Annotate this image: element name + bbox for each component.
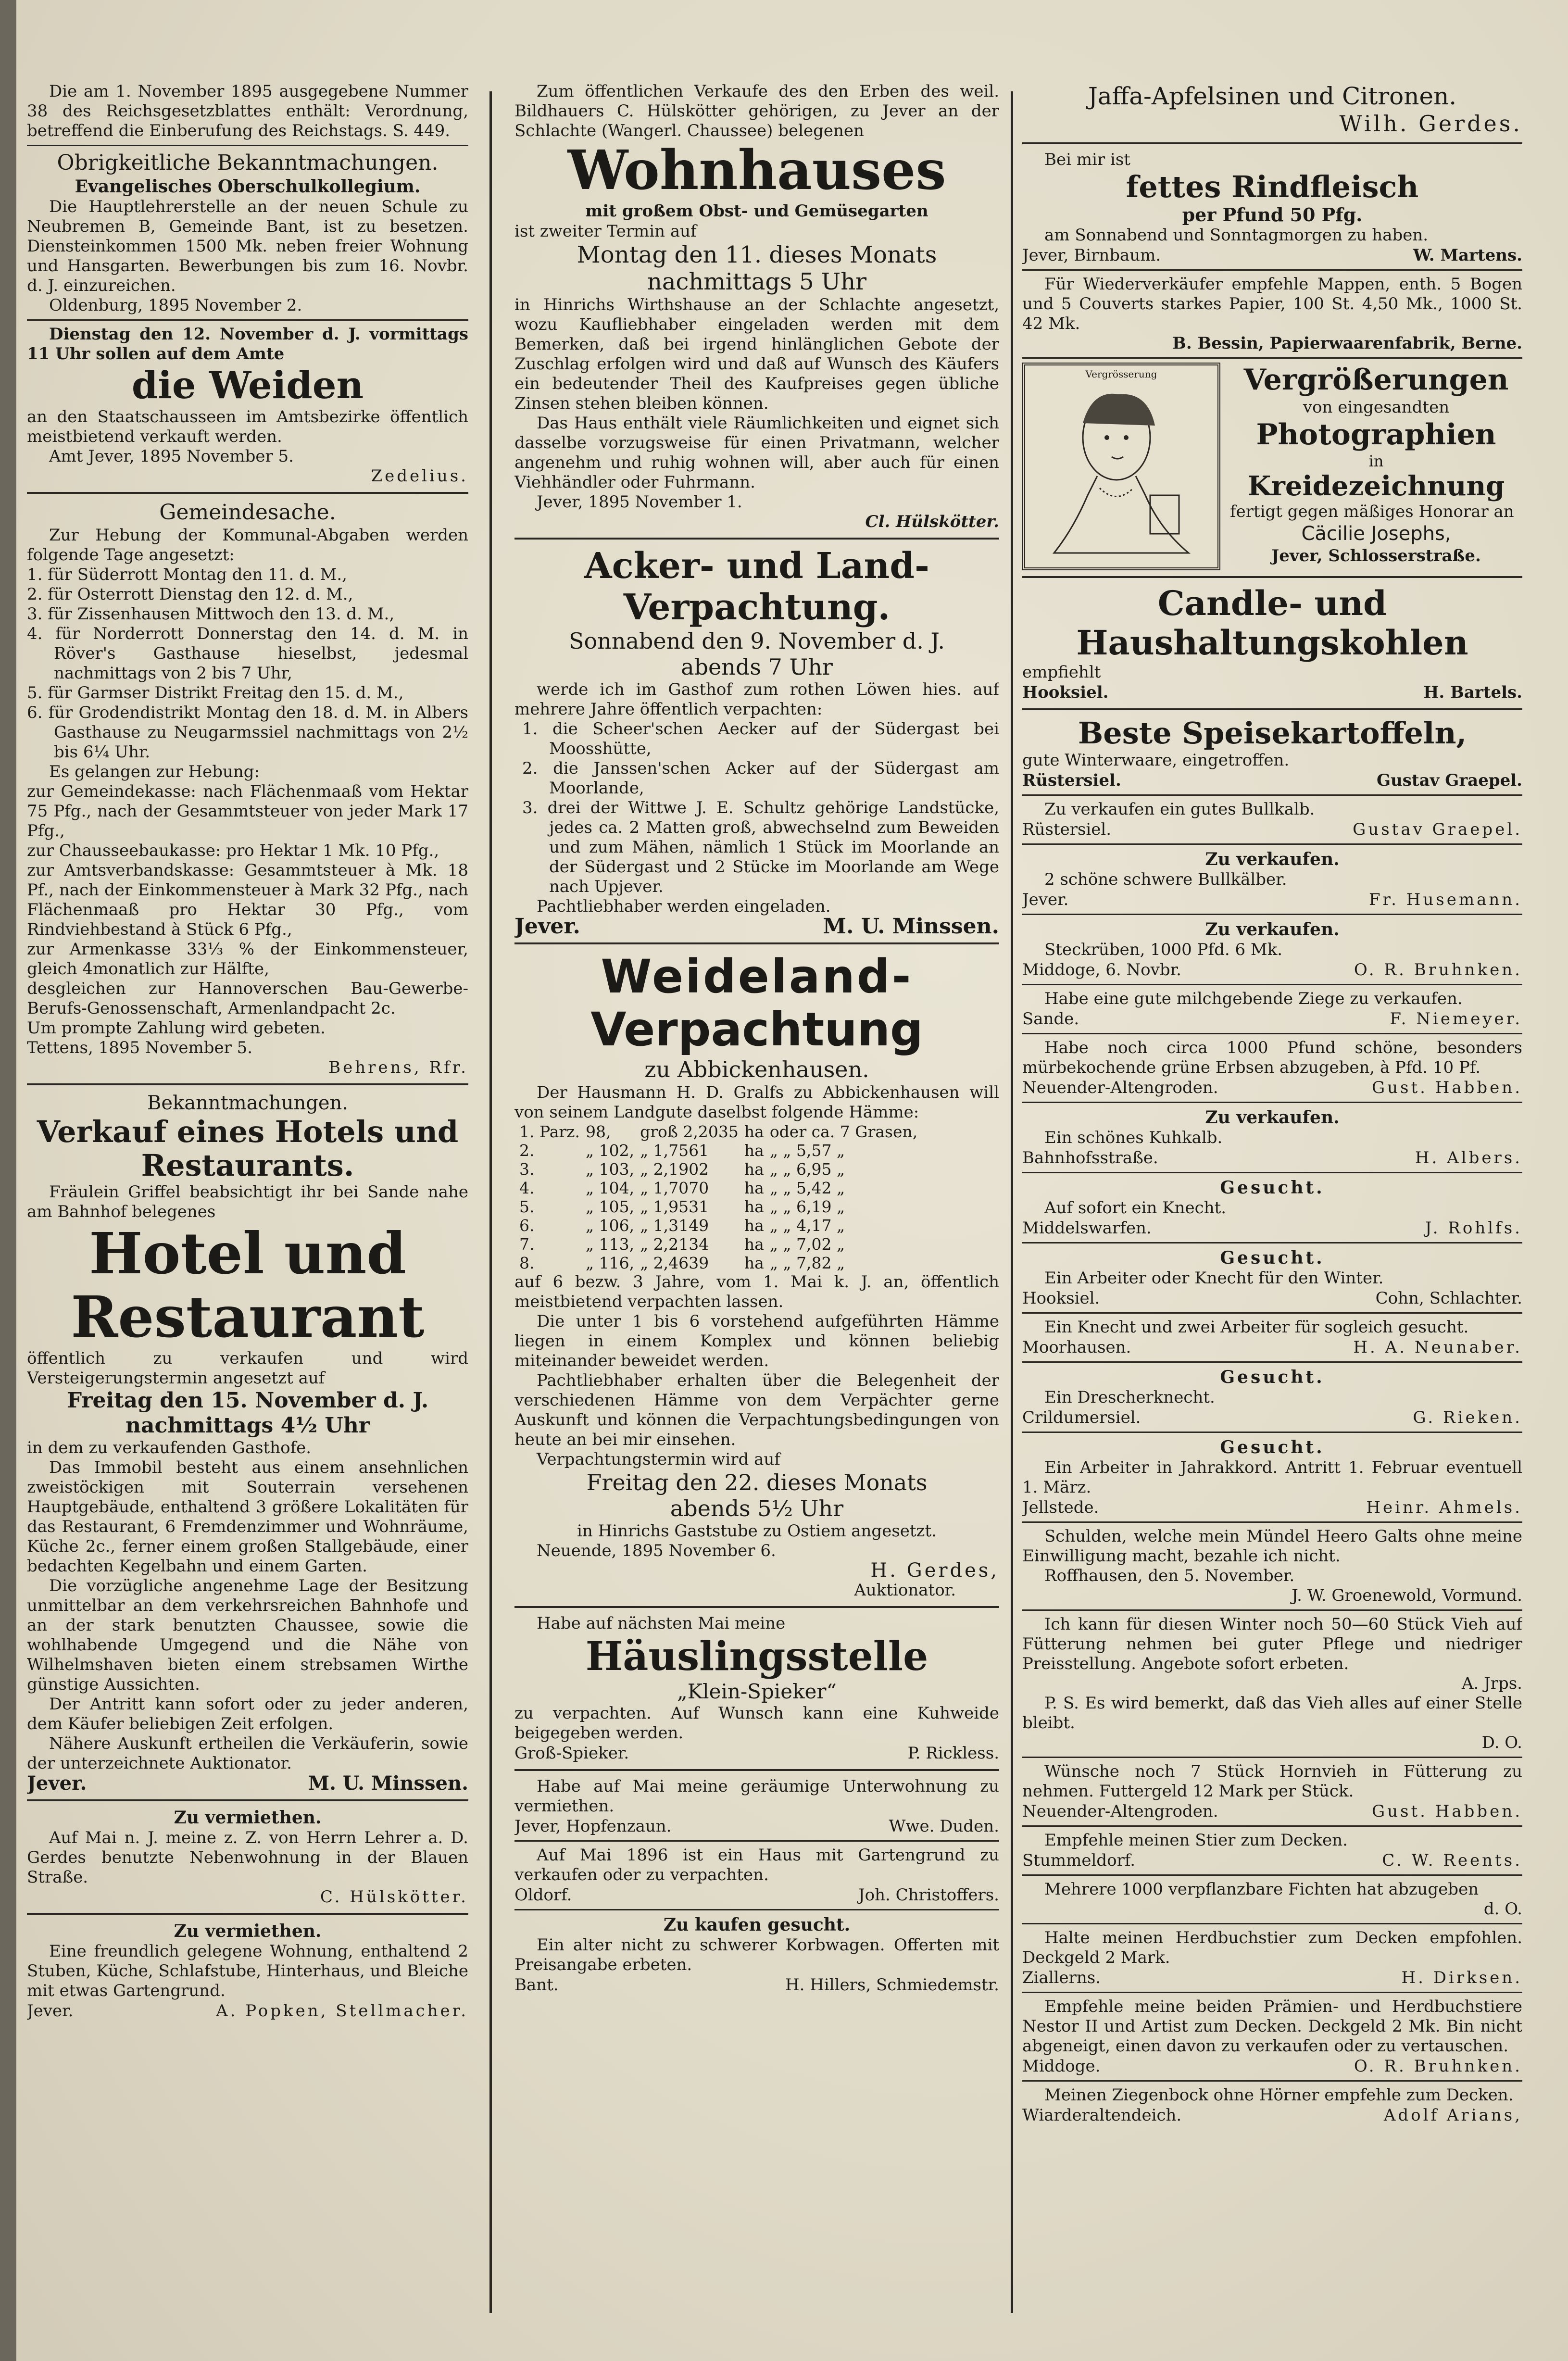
kauf-sig: H. Hillers, Schmiedemstr. — [785, 1975, 999, 1995]
stier-text: Empfehle meinen Stier zum Decken. — [1044, 1831, 1348, 1850]
verm2-signature — [27, 2001, 468, 2021]
list-item: 2. die Janssen'schen Acker auf der Südergast am Moorlande, — [522, 759, 999, 798]
table-cell: ha — [744, 1254, 764, 1272]
table-cell: ha — [744, 1160, 764, 1179]
kart-place: Rüstersiel. — [1022, 771, 1121, 790]
table-cell: 8. — [519, 1254, 535, 1272]
ges1-place: Middelswarfen. — [1022, 1218, 1152, 1238]
kohlen-sig: H. Bartels. — [1423, 683, 1522, 702]
verg-name: Cäcilie Josephs, — [1301, 523, 1451, 545]
ges5-place: Jellstede. — [1022, 1498, 1099, 1517]
kohlen-signature — [1022, 682, 1522, 703]
ges1-heading: Gesucht. — [1220, 1178, 1325, 1198]
ps-sig: D. O. — [1481, 1733, 1522, 1752]
wohn-text-1: in Hinrichs Wirthshause an der Schlachte angesetzt, wozu Kaufliebhaber eingeladen werden mit dem Bemerken, daß bei irgend hinlänglichen Gebote der Zuschlag erfolgen wird und daß auf Wunsch des Käufers ein bedeutender Theil des Kaufpreises gegen übliche Zinsen stehen bleiben können. — [514, 295, 999, 413]
table-cell: 6. — [519, 1216, 535, 1235]
hotel-text-5: Der Antritt kann sofort oder zu jeder anderen, dem Käufer beliebigen Zeit erfolgen. — [27, 1695, 468, 1733]
hotel-text-2: in dem zu verkaufenden Gasthofe. — [27, 1438, 312, 1457]
ges3-signature — [1022, 1337, 1522, 1357]
ges2-heading: Gesucht. — [1220, 1248, 1325, 1268]
horn-text: Wünsche noch 7 Stück Hornvieh in Fütterung zu nehmen. Futtergeld 12 Mark per Stück. — [1022, 1762, 1522, 1801]
ges2-place: Hooksiel. — [1022, 1289, 1100, 1308]
verm2-sig: A. Popken, Stellmacher. — [216, 2001, 468, 2021]
list-item: desgleichen zur Hannoverschen Bau-Gewerbe-Berufs-Genossenschaft, Armenlandpacht 2c. — [27, 979, 468, 1018]
verg-sub: von eingesandten — [1303, 398, 1450, 417]
weide-loc: in Hinrichs Gaststube zu Ostiem angesetzt. — [577, 1521, 937, 1541]
table-cell: oder ca. 7 Grasen, — [769, 1122, 918, 1141]
kohlen-place: Hooksiel. — [1022, 683, 1109, 702]
ziegenbock-sig: Adolf Arians, — [1383, 2106, 1522, 2125]
ges2-text: Ein Arbeiter oder Knecht für den Winter. — [1044, 1268, 1384, 1288]
wohn-sig: Cl. Hülskötter. — [865, 512, 999, 531]
table-cell: „ „ 5,57 „ — [769, 1141, 845, 1160]
oberschul-heading: Evangelisches Oberschulkollegium. — [75, 176, 421, 197]
kart-sig: Gustav Graepel. — [1377, 771, 1522, 790]
unter-signature — [514, 1816, 999, 1836]
table-cell: ha — [744, 1197, 764, 1216]
haus-text: zu verpachten. Auf Wunsch kann eine Kuhweide beigegeben werden. — [514, 1704, 999, 1743]
erbsen-text: Habe noch circa 1000 Pfund schöne, besonders mürbekochende grüne Erbsen abzugeben, à Pfd. 10 Pf. — [1022, 1038, 1522, 1077]
wohn-place: Jever, 1895 November 1. — [537, 492, 742, 512]
hotel-sig-place: Jever. — [27, 1772, 87, 1795]
verg-text: fertigt gegen mäßiges Honorar an — [1230, 502, 1514, 521]
list-item: 6. für Grodendistrikt Montag den 18. d. M. in Albers Gasthause zu Neugarmssiel nachmittags von 2½ bis 6¼ Uhr. — [27, 703, 468, 762]
weide-date-2: abends 5½ Uhr — [670, 1495, 844, 1521]
wohn-title: Wohnhauses — [567, 139, 946, 202]
photo-ad-text — [1230, 363, 1522, 570]
table-cell: „ „ 6,19 „ — [769, 1197, 845, 1216]
table-cell: „ 2,1902 — [640, 1160, 709, 1179]
verg-addr: Jever, Schlosserstraße. — [1271, 546, 1481, 565]
ziege-signature — [1022, 1009, 1522, 1029]
table-row — [519, 1141, 923, 1160]
ges1-text: Auf sofort ein Knecht. — [1044, 1198, 1227, 1218]
table-cell: ha — [744, 1235, 764, 1254]
erbsen-signature — [1022, 1078, 1522, 1098]
unter-sig: Wwe. Duden. — [889, 1817, 999, 1836]
table-cell: 98, — [586, 1122, 611, 1141]
ziege-place: Sande. — [1022, 1009, 1079, 1029]
mai-signature — [514, 1885, 999, 1905]
ziegenbock-signature — [1022, 2105, 1522, 2125]
mai-place: Oldorf. — [514, 1885, 572, 1905]
acker-end: Pachtliebhaber werden eingeladen. — [537, 897, 831, 916]
schuld-text: Schulden, welche mein Mündel Heero Galts ohne meine Einwilligung macht, bezahle ich nicht. — [1022, 1527, 1522, 1566]
kart-title: Beste Speisekartoffeln, — [1078, 716, 1467, 751]
hotel-intro: Fräulein Griffel beabsichtigt ihr bei Sande nahe am Bahnhof belegenes — [27, 1182, 468, 1221]
hotel-text-3: Das Immobil besteht aus einem ansehnlichen zweistöckigen mit Souterrain versehenen Hauptgebäude, enthaltend 3 größere Lokalitäten für das Restaurant, 6 Fremdenzimmer und Wohnräume, Küche 2c., ferner einem großen Stallgebäude, einer bedachten Kegelbahn und einem Garten. — [27, 1458, 468, 1576]
verk2-heading: Zu verkaufen. — [1205, 919, 1340, 940]
oberschul-sig: Oldenburg, 1895 November 2. — [49, 296, 302, 315]
table-cell: ha — [744, 1216, 764, 1235]
verk1-signature — [1022, 890, 1522, 910]
verk3-place: Bahnhofsstraße. — [1022, 1148, 1158, 1168]
page-edge — [0, 0, 16, 2361]
verm2-text: Eine freundlich gelegene Wohnung, enthaltend 2 Stuben, Küche, Schlafstube, Hinterhaus, und Bleiche mit etwas Gartengrund. — [27, 1942, 468, 2000]
ziege-text: Habe eine gute milchgebende Ziege zu verkaufen. — [1044, 989, 1463, 1008]
gemeinde-place: Tettens, 1895 November 5. — [27, 1038, 253, 1057]
table-cell: „ „ 7,02 „ — [769, 1235, 845, 1254]
table-cell: ha — [744, 1141, 764, 1160]
ges5-sig: Heinr. Ahmels. — [1366, 1498, 1522, 1517]
ges4-heading: Gesucht. — [1220, 1367, 1325, 1387]
list-item: zur Armenkasse 33⅓ % der Einkommensteuer, gleich 4monatlich zur Hälfte, — [27, 940, 468, 979]
verg-title-3: Kreidezeichnung — [1247, 470, 1505, 502]
wohn-text-2: Das Haus enthält viele Räumlichkeiten und eignet sich dasselbe vorzugsweise für einen Privatmann, welcher angenehm und ruhig wohnen will, aber auch für einen Viehhändler oder Fuhrmann. — [514, 414, 999, 492]
ges3-place: Moorhausen. — [1022, 1338, 1131, 1357]
wv-sig: B. Bessin, Papierwaarenfabrik, Berne. — [1172, 334, 1522, 353]
weide-sub: zu Abbickenhausen. — [644, 1056, 869, 1082]
rind-signature — [1022, 245, 1522, 265]
ps-text: P. S. Es wird bemerkt, daß das Vieh alles auf einer Stelle bleibt. — [1022, 1694, 1522, 1733]
table-cell: „ „ 5,42 „ — [769, 1179, 845, 1197]
hotel-text-4: Die vorzügliche angenehme Lage der Besitzung unmittelbar an dem verkehrsreichen Bahnhofe und an der stark benutzten Chaussee, sowie die wohlhabende Umgegend und die Nähe von Wilhelmshaven bieten einem strebsamen Wirthe günstige Aussichten. — [27, 1576, 468, 1694]
unter-text: Habe auf Mai meine geräumige Unterwohnung zu vermiethen. — [514, 1777, 999, 1816]
list-item: 3. drei der Wittwe J. E. Schultz gehörige Landstücke, jedes ca. 2 Matten groß, abwechselnd zum Beweiden und zum Mähen, nämlich 1 Stück im Moorlande an der Südergast und 2 Stücke im Moorlande am Wege nach Upjever. — [522, 798, 999, 896]
parcel-table — [519, 1122, 923, 1272]
ges5-text: Ein Arbeiter in Jahrakkord. Antritt 1. Februar eventuell 1. März. — [1022, 1458, 1522, 1497]
verk3-text: Ein schönes Kuhkalb. — [1044, 1128, 1223, 1147]
weiden-intro: Dienstag den 12. November d. J. vormittags 11 Uhr sollen auf dem Amte — [27, 325, 468, 364]
table-cell: groß 2,2035 — [640, 1122, 739, 1141]
weiden-text: an den Staatschausseen im Amtsbezirke öffentlich meistbietend verkauft werden. — [27, 407, 468, 446]
jaffa-sig: Wilh. Gerdes. — [1339, 111, 1522, 137]
kauf-heading: Zu kaufen gesucht. — [663, 1915, 851, 1935]
hotel-date-2: nachmittags 4½ Uhr — [125, 1413, 370, 1438]
weide-intro: Der Hausmann H. D. Gralfs zu Abbickenhausen will von seinem Landgute daselbst folgende Hämme: — [514, 1083, 999, 1122]
kart-text: gute Winterwaare, eingetroffen. — [1022, 751, 1290, 770]
ficht-text: Mehrere 1000 verpflanzbare Fichten hat abzugeben — [1044, 1880, 1479, 1899]
rind-title: fettes Rindfleisch — [1126, 169, 1419, 204]
table-row — [519, 1197, 923, 1216]
weide-text-3: Pachtliebhaber erhalten über die Belegenheit der verschiedenen Hämme von dem Verpächter gerne Auskunft und können die Verpachtungsbedingungen von heute an bei mir einsehen. — [514, 1371, 999, 1449]
table-cell: „ 1,7070 — [640, 1179, 709, 1197]
praem-place: Middoge. — [1022, 2057, 1101, 2076]
stier-signature — [1022, 1850, 1522, 1871]
verm1-heading: Zu vermiethen. — [174, 1808, 322, 1828]
ziegenbock-text: Meinen Ziegenbock ohne Hörner empfehle zum Decken. — [1044, 2085, 1514, 2105]
verk2-sig: O. R. Bruhnken. — [1354, 960, 1522, 980]
hotel-date-1: Freitag den 15. November d. J. — [66, 1388, 429, 1413]
hotel-title-2: Restaurant — [71, 1283, 425, 1350]
ges3-text: Ein Knecht und zwei Arbeiter für sogleich gesucht. — [1044, 1318, 1469, 1337]
table-row — [519, 1179, 923, 1197]
kauf-place: Bant. — [514, 1975, 559, 1995]
gemeinde-sig: Behrens, Rfr. — [328, 1058, 468, 1077]
bek-heading: Bekanntmachungen. — [147, 1092, 348, 1114]
wohn-sub: mit großem Obst- und Gemüsegarten — [585, 201, 928, 221]
ges4-place: Crildumersiel. — [1022, 1408, 1141, 1427]
list-item: Um prompte Zahlung wird gebeten. — [27, 1018, 326, 1038]
ges4-signature — [1022, 1407, 1522, 1428]
verg-in: in — [1368, 452, 1384, 470]
rind-price: per Pfund 50 Pfg. — [1182, 204, 1363, 226]
wohn-intro: Zum öffentlichen Verkaufe des den Erben des weil. Bildhauers C. Hülskötter gehörigen, zu Jever an der Schlachte (Wangerl. Chaussee) belegenen — [514, 82, 999, 140]
ges2-sig: Cohn, Schlachter. — [1375, 1289, 1522, 1308]
verk2-place: Middoge, 6. Novbr. — [1022, 960, 1181, 980]
schuld-sig: J. W. Groenewold, Vormund. — [1292, 1586, 1522, 1605]
haus-place: Groß-Spieker. — [514, 1744, 629, 1763]
kauf-text: Ein alter nicht zu schwerer Korbwagen. Offerten mit Preisangabe erbeten. — [514, 1935, 999, 1974]
reichsgesetzblatt-notice: Die am 1. November 1895 ausgegebene Nummer 38 des Reichsgesetzblattes enthält: Verordnung, betreffend die Einberufung des Reichstags. S. 449. — [27, 82, 468, 140]
gemeinde-heading: Gemeindesache. — [159, 500, 336, 525]
praem-sig: O. R. Bruhnken. — [1354, 2057, 1522, 2076]
jaffa-title: Jaffa-Apfelsinen und Citronen. — [1088, 82, 1457, 110]
table-cell: 3. — [519, 1160, 535, 1179]
table-row — [519, 1216, 923, 1235]
kohlen-text: empfiehlt — [1022, 663, 1101, 682]
table-cell: 4. — [519, 1179, 535, 1197]
table-cell: „ „ 4,17 „ — [769, 1216, 845, 1235]
table-cell: „ 102, — [586, 1141, 635, 1160]
acker-title-2: Verpachtung. — [623, 587, 891, 628]
verk3-heading: Zu verkaufen. — [1205, 1107, 1340, 1128]
table-cell: 1. Parz. — [519, 1122, 580, 1141]
gemeinde-list — [27, 565, 468, 762]
list-item: 3. für Zissenhausen Mittwoch den 13. d. M., — [27, 604, 395, 624]
verk1-place: Jever. — [1022, 890, 1069, 909]
erbsen-place: Neuender-Altengroden. — [1022, 1078, 1218, 1097]
bullkalb-sig: Gustav Graepel. — [1353, 820, 1522, 839]
portrait-icon — [1035, 385, 1203, 558]
ziegenbock-place: Wiarderaltendeich. — [1022, 2106, 1182, 2125]
stier-place: Stummeldorf. — [1022, 1851, 1135, 1870]
list-item: 1. für Süderrott Montag den 11. d. M., — [27, 565, 347, 584]
table-cell: „ 1,7561 — [640, 1141, 709, 1160]
verm2-place: Jever. — [27, 2001, 74, 2021]
table-cell: „ 104, — [586, 1179, 635, 1197]
list-item: 4. für Norderrott Donnerstag den 14. d. M. in Röver's Gasthause hieselbst, jedesmal nachmittags von 2 bis 7 Uhr, — [27, 624, 468, 683]
ges4-sig: G. Rieken. — [1413, 1408, 1522, 1427]
table-cell: „ 103, — [586, 1160, 635, 1179]
column-1 — [27, 82, 468, 2337]
table-cell: 5. — [519, 1197, 535, 1216]
table-cell: ha — [744, 1122, 764, 1141]
horn-signature — [1022, 1801, 1522, 1821]
hotel-heading: Verkauf eines Hotels und Restaurants. — [37, 1114, 459, 1183]
hotel-sig-name: M. U. Minssen. — [308, 1772, 468, 1795]
haus-signature — [514, 1743, 999, 1763]
list-item: zur Chausseebaukasse: pro Hektar 1 Mk. 10 Pfg., — [27, 841, 439, 860]
erbsen-sig: Gust. Habben. — [1371, 1078, 1522, 1097]
weide-place: Neuende, 1895 November 6. — [537, 1541, 776, 1560]
table-cell: „ 106, — [586, 1216, 635, 1235]
hotel-text-6: Nähere Auskunft ertheilen die Verkäuferin, sowie der unterzeichnete Auktionator. — [27, 1734, 468, 1773]
herd-text: Halte meinen Herdbuchstier zum Decken empfohlen. Deckgeld 2 Mark. — [1022, 1928, 1522, 1967]
vieh-text: Ich kann für diesen Winter noch 50—60 Stück Vieh auf Fütterung nehmen bei guter Pflege und niedriger Preisstellung. Angebote sofort erbeten. — [1022, 1615, 1522, 1673]
weiden-title: die Weiden — [131, 364, 364, 407]
praem-text: Empfehle meine beiden Prämien- und Herdbuchstiere Nestor II und Artist zum Decken. Deckgeld 2 Mk. Bin nicht abgeneigt, einen davon zu verkaufen oder zu vertauschen. — [1022, 1997, 1522, 2056]
rind-intro: Bei mir ist — [1044, 150, 1130, 169]
praem-signature — [1022, 2056, 1522, 2076]
table-row — [519, 1122, 923, 1141]
ges1-signature — [1022, 1218, 1522, 1238]
verk2-signature — [1022, 960, 1522, 980]
obrig-heading: Obrigkeitliche Bekanntmachungen. — [57, 151, 439, 175]
rind-place: Jever, Birnbaum. — [1022, 246, 1161, 265]
bullkalb-place: Rüstersiel. — [1022, 820, 1112, 839]
ziege-sig: F. Niemeyer. — [1390, 1009, 1522, 1029]
horn-sig: Gust. Habben. — [1371, 1802, 1522, 1821]
table-row — [519, 1160, 923, 1179]
herd-sig: H. Dirksen. — [1401, 1968, 1522, 1987]
verk1-sig: Fr. Husemann. — [1369, 890, 1522, 909]
table-cell: „ 113, — [586, 1235, 635, 1254]
verk3-sig: H. Albers. — [1415, 1148, 1522, 1168]
haus-sub: „Klein-Spieker“ — [677, 1680, 837, 1703]
table-cell: „ „ 7,82 „ — [769, 1254, 845, 1272]
weide-sig: H. Gerdes, — [870, 1559, 999, 1582]
list-item: zur Gemeindekasse: nach Flächenmaaß vom Hektar 75 Pfg., nach der Gesammtsteuer von jeder Mark 17 Pfg., — [27, 782, 468, 841]
weiden-place: Amt Jever, 1895 November 5. — [49, 447, 294, 466]
verk1-text: 2 schöne schwere Bullkälber. — [1044, 870, 1287, 889]
column-rule — [1011, 91, 1013, 2313]
wv-text: Für Wiederverkäufer empfehle Mappen, enth. 5 Bogen und 5 Couverts starkes Papier, 100 St. 4,50 Mk., 1000 St. 42 Mk. — [1022, 275, 1522, 333]
horn-place: Neuender-Altengroden. — [1022, 1802, 1218, 1821]
vieh-sig: A. Jrps. — [1461, 1674, 1522, 1693]
verg-title: Vergrößerungen — [1243, 363, 1509, 397]
table-cell: „ 105, — [586, 1197, 635, 1216]
stier-sig: C. W. Reents. — [1382, 1851, 1522, 1870]
hotel-signature — [27, 1773, 468, 1794]
bullkalb-signature — [1022, 819, 1522, 840]
photo-ad — [1022, 363, 1522, 570]
weide-termin: Verpachtungstermin wird auf — [537, 1450, 780, 1469]
weiden-sig: Zedelius. — [371, 466, 468, 486]
portrait-illustration — [1022, 363, 1220, 570]
gemeinde-hebung: Es gelangen zur Hebung: — [49, 762, 260, 781]
hotel-title-1: Hotel und — [89, 1220, 406, 1287]
mai-sig: Joh. Christoffers. — [858, 1885, 999, 1905]
weide-title-1: Weideland- — [601, 950, 913, 1004]
weide-title-2: Verpachtung — [590, 1003, 923, 1056]
hotel-text-1: öffentlich zu verkaufen und wird Versteigerungstermin angesetzt auf — [27, 1349, 468, 1388]
ges5-heading: Gesucht. — [1220, 1437, 1325, 1457]
haus-sig: P. Rickless. — [907, 1744, 999, 1763]
wohn-date-1: Montag den 11. dieses Monats — [577, 241, 937, 268]
list-item: 2. für Osterrott Dienstag den 12. d. M., — [27, 585, 353, 604]
wohn-date-2: nachmittags 5 Uhr — [647, 268, 867, 295]
kauf-signature — [514, 1975, 999, 1995]
verk1-heading: Zu verkaufen. — [1205, 849, 1340, 869]
herd-signature — [1022, 1968, 1522, 1988]
ges4-text: Ein Drescherknecht. — [1044, 1388, 1215, 1407]
acker-place: Jever. — [514, 914, 580, 939]
schuld-place: Roffhausen, den 5. November. — [1044, 1566, 1295, 1585]
table-cell: ha — [744, 1179, 764, 1197]
portrait-caption: Vergrösserung — [1085, 368, 1157, 380]
column-3 — [1022, 82, 1522, 2342]
verk3-signature — [1022, 1148, 1522, 1168]
acker-signature — [514, 914, 999, 939]
weide-text-2: Die unter 1 bis 6 vorstehend aufgeführten Hämme liegen in einem Komplex und können beliebig miteinander beweidet werden. — [514, 1312, 999, 1370]
verk2-text: Steckrüben, 1000 Pfd. 6 Mk. — [1044, 940, 1283, 959]
column-2 — [514, 82, 999, 2337]
table-cell: „ 2,4639 — [640, 1254, 709, 1272]
table-cell: „ 1,9531 — [640, 1197, 709, 1216]
table-cell: 7. — [519, 1235, 535, 1254]
kohlen-title-1: Candle- und — [1157, 583, 1387, 623]
list-item: zur Amtsverbandskasse: Gesammtsteuer à Mk. 18 Pf., nach der Einkommensteuer à Mark 32 Pfg., nach Flächenmaaß pro Hektar 30 Pfg., vom Rindviehbestand à Stück 6 Pfg., — [27, 861, 468, 939]
kohlen-title-2: Haushaltungskohlen — [1076, 623, 1468, 663]
column-rule — [489, 91, 492, 2313]
verm1-text: Auf Mai n. J. meine z. Z. von Herrn Lehrer a. D. Gerdes benutzte Nebenwohnung in der Blauen Straße. — [27, 1828, 468, 1887]
herd-place: Ziallerns. — [1022, 1968, 1101, 1987]
verm1-sig: C. Hülskötter. — [320, 1887, 468, 1907]
verm2-heading: Zu vermiethen. — [174, 1921, 322, 1941]
table-row — [519, 1235, 923, 1254]
ges3-sig: H. A. Neunaber. — [1353, 1338, 1522, 1357]
weide-date-1: Freitag den 22. dieses Monats — [586, 1469, 928, 1495]
weide-sig-2: Auktionator. — [854, 1581, 956, 1600]
ges2-signature — [1022, 1288, 1522, 1308]
table-row — [519, 1254, 923, 1272]
table-cell: „ 116, — [586, 1254, 635, 1272]
haus-title: Häuslingsstelle — [585, 1633, 928, 1680]
rind-text: am Sonnabend und Sonntagmorgen zu haben. — [1044, 226, 1429, 245]
acker-date-2: abends 7 Uhr — [681, 654, 833, 680]
weide-text-1: auf 6 bezw. 3 Jahre, vom 1. Mai k. J. an, öffentlich meistbietend verpachten lassen. — [514, 1272, 999, 1311]
table-cell: „ „ 6,95 „ — [769, 1160, 845, 1179]
table-cell: „ 2,2134 — [640, 1235, 709, 1254]
ficht-sig: d. O. — [1483, 1899, 1522, 1919]
unter-place: Jever, Hopfenzaun. — [514, 1817, 672, 1836]
rind-sig: W. Martens. — [1413, 246, 1522, 265]
kart-signature — [1022, 770, 1522, 791]
wohn-termin: ist zweiter Termin auf — [514, 222, 697, 241]
verg-title-2: Photographien — [1256, 418, 1496, 452]
acker-date-1: Sonnabend den 9. November d. J. — [569, 628, 945, 654]
oberschul-text: Die Hauptlehrerstelle an der neuen Schule zu Neubremen B, Gemeinde Bant, ist zu besetzen. Diensteinkommen 1500 Mk. neben freier Wohnung und Hansgarten. Bewerbungen bis zum 16. Novbr. d. J. einzureichen. — [27, 197, 468, 295]
acker-title-1: Acker- und Land- — [584, 545, 929, 587]
gemeinde-intro: Zur Hebung der Kommunal-Abgaben werden folgende Tage angesetzt: — [27, 526, 468, 565]
table-cell: 2. — [519, 1141, 535, 1160]
bullkalb-text: Zu verkaufen ein gutes Bullkalb. — [1044, 800, 1315, 819]
mai-text: Auf Mai 1896 ist ein Haus mit Gartengrund zu verkaufen oder zu verpachten. — [514, 1846, 999, 1884]
list-item: 1. die Scheer'schen Aecker auf der Südergast bei Moosshütte, — [522, 719, 999, 758]
table-cell: „ 1,3149 — [640, 1216, 709, 1235]
acker-sig: M. U. Minssen. — [823, 914, 999, 939]
acker-intro: werde ich im Gasthof zum rothen Löwen hies. auf mehrere Jahre öffentlich verpachten: — [514, 680, 999, 719]
ges5-signature — [1022, 1497, 1522, 1518]
haus-intro: Habe auf nächsten Mai meine — [537, 1614, 786, 1633]
ges1-sig: J. Rohlfs. — [1425, 1218, 1522, 1238]
list-item: 5. für Garmser Distrikt Freitag den 15. d. M., — [27, 683, 404, 703]
